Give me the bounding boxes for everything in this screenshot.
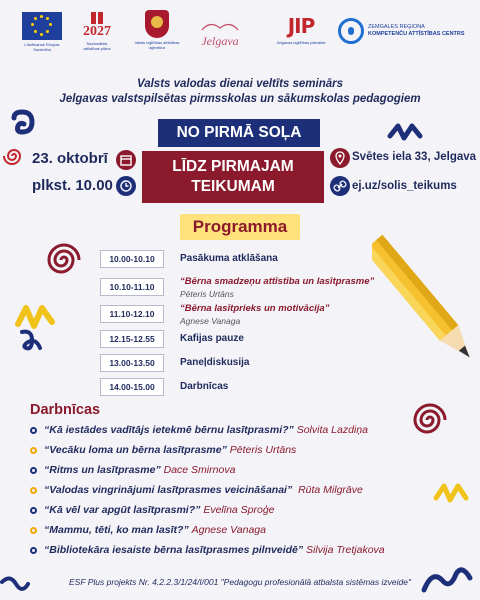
link-icon bbox=[330, 176, 350, 196]
bullet-icon bbox=[30, 427, 37, 434]
project-footer: ESF Plus projekts Nr. 4.2.2.3/1/24/I/001 "Pedagogu profesionālā atbalsta sistēmas izveide" bbox=[69, 577, 411, 587]
zigzag-blue-icon bbox=[386, 118, 426, 148]
zrkac-person-icon bbox=[338, 18, 364, 44]
curl-blue-icon bbox=[18, 326, 48, 356]
location-pin-icon bbox=[330, 148, 350, 168]
coat-of-arms-icon bbox=[145, 10, 169, 38]
squiggle-swirl-icon bbox=[8, 108, 42, 142]
curl-blue-bottom-icon bbox=[420, 560, 476, 600]
workshop-speaker: Pēteris Urtāns bbox=[229, 444, 297, 456]
jelgava-wordmark: Jelgava bbox=[201, 34, 239, 48]
schedule-title: Darbnīcas bbox=[180, 381, 229, 392]
workshop-title: “Valodas vingrinājumi lasītprasmes veicināšanai” bbox=[44, 484, 293, 496]
bullet-icon bbox=[30, 527, 37, 534]
program-heading: Programma bbox=[180, 214, 300, 240]
jip-logo bbox=[276, 14, 326, 45]
event-title-part1: NO PIRMĀ SOĻA bbox=[158, 119, 320, 147]
vva-logo bbox=[132, 10, 182, 50]
event-title-line2a: LĪDZ PIRMAJAM bbox=[172, 158, 294, 175]
schedule-title: “Bērna lasītprieks un motivācija” bbox=[180, 303, 330, 314]
workshop-speaker: Rūta Milgrāve bbox=[298, 484, 363, 496]
eu-logo bbox=[20, 12, 64, 52]
schedule-time: 11.10-12.10 bbox=[100, 305, 164, 323]
workshop-speaker: Silvija Tretjakova bbox=[306, 544, 385, 556]
nap-year: 2027 bbox=[83, 24, 111, 39]
jelgava-logo bbox=[190, 20, 250, 49]
event-title-line2b: TEIKUMAM bbox=[191, 178, 275, 195]
clock-icon bbox=[116, 176, 136, 196]
event-date: 23. oktobrī bbox=[32, 150, 108, 167]
jelgava-ornament-icon bbox=[200, 20, 240, 34]
zrkac-line2: KOMPETENČU ATTĪSTĪBAS CENTRS bbox=[368, 31, 465, 37]
bullet-icon bbox=[30, 547, 37, 554]
workshop-speaker: Dace Smirnova bbox=[163, 464, 236, 476]
eu-caption: Līdzfinansē Eiropas Savienība bbox=[24, 42, 60, 52]
spiral-maroon-right-icon bbox=[406, 396, 454, 444]
bullet-icon bbox=[30, 487, 37, 494]
workshop-speaker: Evelīna Sproģe bbox=[203, 504, 275, 516]
partner-logos bbox=[0, 0, 480, 66]
schedule-time: 10.00-10.10 bbox=[100, 250, 164, 268]
nap2027-logo bbox=[80, 12, 114, 51]
nap-caption: Nacionālais attīstības plāns bbox=[83, 41, 111, 51]
eu-flag-icon bbox=[22, 12, 62, 40]
workshop-title: “Kā vēl var apgūt lasītprasmi?” bbox=[44, 504, 201, 516]
bullet-icon bbox=[30, 467, 37, 474]
vva-caption: Valsts izglītības attīstības aģentūra bbox=[134, 40, 180, 50]
schedule-title: “Bērna smadzeņu attīstība un lasītprasme” bbox=[180, 276, 375, 287]
zigzag-yellow-right-icon bbox=[432, 480, 472, 506]
schedule-time: 13.00-13.50 bbox=[100, 354, 164, 372]
workshop-speaker: Agnese Vanaga bbox=[191, 524, 266, 536]
workshop-title: “Bibliotekāra iesaiste bērna lasītprasmes pilnveidē” bbox=[44, 544, 304, 556]
schedule-title: Paneļdiskusija bbox=[180, 357, 250, 368]
event-address: Svētes iela 33, Jelgava bbox=[352, 151, 477, 163]
schedule-title: Pasākuma atklāšana bbox=[180, 253, 278, 264]
schedule-time: 12.15-12.55 bbox=[100, 330, 164, 348]
nap-bars-icon bbox=[91, 12, 103, 24]
event-subtitle-line1: Valsts valodas dienai veltīts seminārs bbox=[136, 78, 344, 90]
workshop-title: “Ritms un lasītprasme” bbox=[44, 464, 161, 476]
event-subtitle-line2: Jelgavas valstspilsētas pirmsskolas un sākumskolas pedagogiem bbox=[59, 93, 421, 105]
workshop-title: “Kā iestādes vadītājs ietekmē bērnu lasītprasmi?” bbox=[44, 424, 294, 436]
event-time: plkst. 10.00 bbox=[32, 177, 113, 194]
spiral-maroon-icon bbox=[42, 238, 86, 282]
pencil-icon bbox=[372, 228, 476, 378]
squiggle-blue-bottom-icon bbox=[0, 572, 30, 600]
schedule-speaker: Pēteris Urtāns bbox=[180, 289, 234, 299]
workshops-heading: Darbnīcas bbox=[30, 402, 101, 418]
zrkac-logo bbox=[338, 18, 468, 44]
jip-wordmark: JIP bbox=[287, 14, 315, 38]
schedule-time: 14.00-15.00 bbox=[100, 378, 164, 396]
registration-link[interactable]: ej.uz/solis_teikums bbox=[352, 180, 457, 192]
calendar-icon bbox=[116, 150, 136, 170]
jip-caption: Jelgavas izglītības pārvalde bbox=[276, 40, 326, 45]
spiral-red-icon bbox=[2, 144, 26, 168]
schedule-time: 10.10-11.10 bbox=[100, 278, 164, 296]
workshop-title: “Vecāku loma un bērna lasītprasme” bbox=[44, 444, 227, 456]
event-title-part2 bbox=[142, 151, 324, 203]
workshop-title: “Mammu, tēti, ko man lasīt?” bbox=[44, 524, 189, 536]
zrkac-line1: ZEMGALES REĢIONA bbox=[368, 24, 425, 30]
schedule-title: Kafijas pauze bbox=[180, 333, 244, 344]
bullet-icon bbox=[30, 447, 37, 454]
workshop-speaker: Solvita Lazdiņa bbox=[296, 424, 368, 436]
bullet-icon bbox=[30, 507, 37, 514]
schedule-speaker: Agnese Vanaga bbox=[180, 316, 241, 326]
